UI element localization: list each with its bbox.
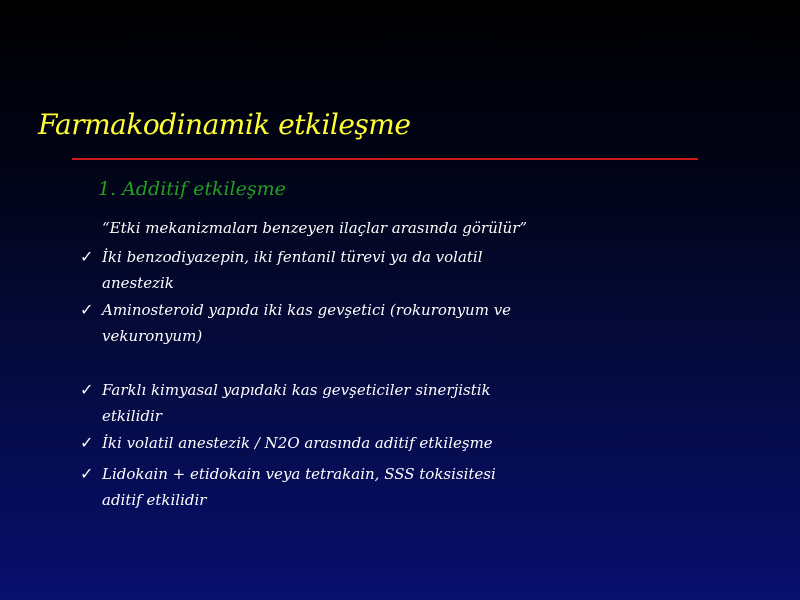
- bullet-item: [80, 461, 540, 513]
- checkmark-icon: ✓: [80, 380, 94, 399]
- bullet-item: [80, 297, 540, 349]
- bullet-item: [80, 377, 540, 429]
- bullet-text: İki volatil anestezik / N2O arasında aditif etkileşme: [102, 434, 493, 452]
- slide-title: Farmakodinamik etkileşme: [38, 108, 411, 141]
- bullet-text: İki benzodiyazepin, iki fentanil türevi ya da volatil anestezik: [102, 248, 483, 292]
- bullet-item: [80, 244, 540, 296]
- checkmark-icon: ✓: [80, 300, 94, 319]
- bullet-text: Aminosteroid yapıda iki kas gevşetici (rokuronyum ve vekuronyum): [102, 301, 512, 345]
- bullet-item: [80, 430, 540, 456]
- checkmark-icon: ✓: [80, 247, 94, 266]
- section-heading: 1. Additif etkileşme: [98, 178, 286, 200]
- checkmark-icon: ✓: [80, 433, 94, 452]
- title-divider: [72, 158, 698, 160]
- bullet-text: Lidokain + etidokain veya tetrakain, SSS toksisitesi aditif etkilidir: [102, 465, 496, 509]
- bullet-text: Farklı kimyasal yapıdaki kas gevşeticiler sinerjistik etkilidir: [102, 381, 491, 425]
- checkmark-icon: ✓: [80, 464, 94, 483]
- definition-quote: “Etki mekanizmaları benzeyen ilaçlar arasında görülür”: [102, 219, 528, 237]
